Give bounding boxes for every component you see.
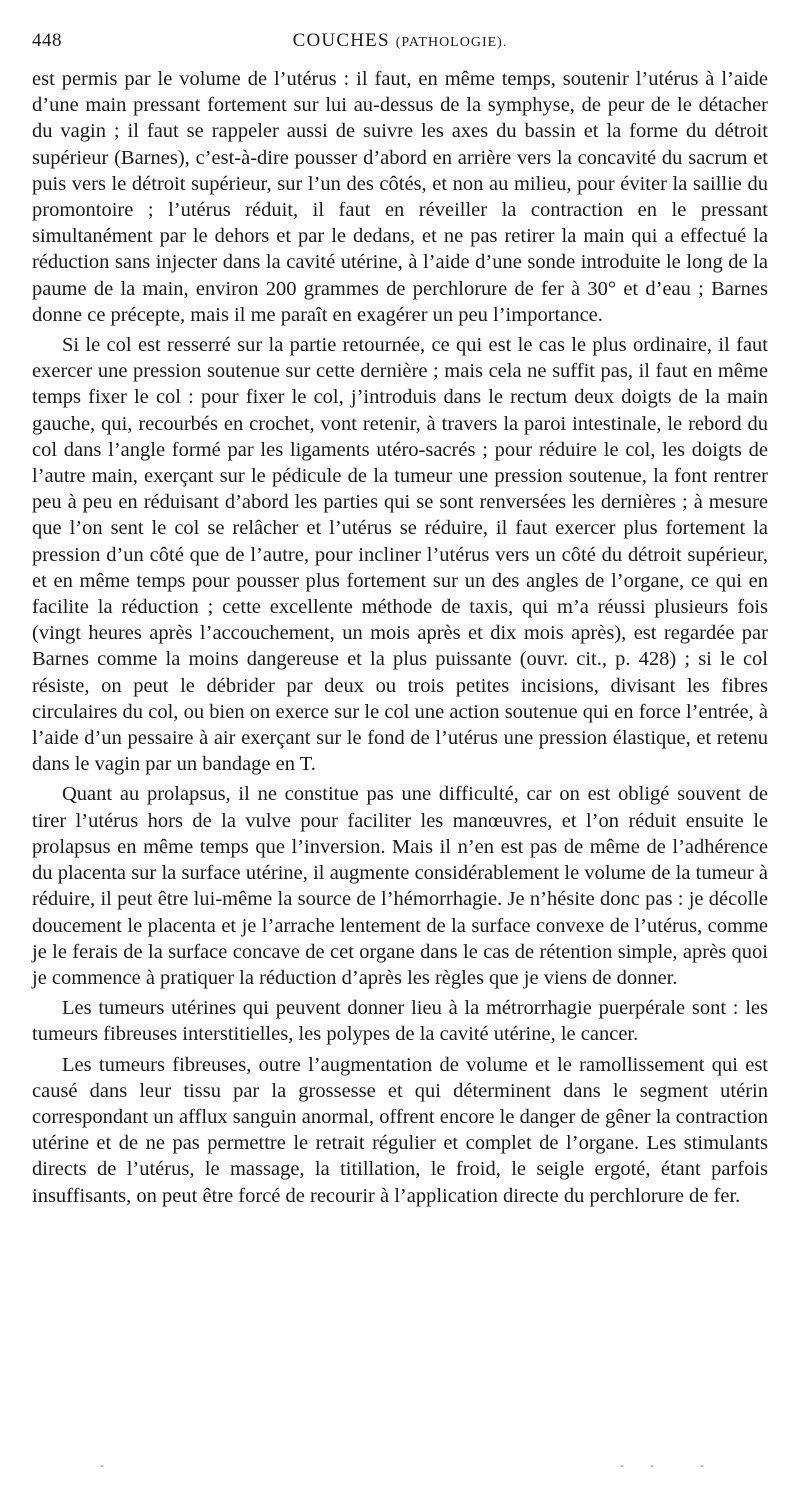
paragraph-3: Quant au prolapsus, il ne constitue pas une difficulté, car on est obligé souvent de tirer l’utérus hors de la vulve pour faciliter les manœuvres, et l’on réduit ensuite le prolapsus en même temps que l’inversion. Mais il n’en est pas de même de l’adhérence du placenta sur la surface utérine, il augmente considérablement le volume de la tumeur à réduire, il peut être lui-même la source de l’hémorrhagie. Je n’hésite donc pas : je décolle doucement le placenta et je l’arrache lentement de la surface convexe de l’utérus, comme je le ferais de la surface concave de cet organe dans le cas de rétention simple, après quoi je commence à pratiquer la réduction d’après les règles que je viens de donner. [32,783,768,989]
page-number: 448 [32,30,62,51]
body-text [32,66,768,1213]
print-speck: - [100,1458,104,1472]
running-title-main: COUCHES [292,30,390,51]
print-speck: - [650,1458,654,1472]
page-header [32,30,768,58]
paragraph-4: Les tumeurs utérines qui peuvent donner lieu à la métrorrhagie puerpérale sont : les tumeurs fibreuses interstitielles, les polypes de la cavité utérine, le cancer. [32,997,768,1046]
paragraph-2: Si le col est resserré sur la partie retournée, ce qui est le cas le plus ordinaire, il faut exercer une pression soutenue sur cette dernière ; mais cela ne suffit pas, il faut en même temps fixer le col : pour fixer le col, j’introduis dans le rectum deux doigts de la main gauche, qui, recourbés en crochet, vont retenir, à travers la paroi intestinale, le rebord du col dans l’angle formé par les ligaments utéro-sacrés ; pour réduire le col, les doigts de l’autre main, exerçant sur le pédicule de la tumeur une pression soutenue, la font rentrer peu à peu en réduisant d’abord les parties qui se sont renversées les dernières ; à mesure que l’on sent le col se relâcher et l’utérus se réduire, il faut exercer plus fortement la pression d’un côté que de l’autre, pour incliner l’utérus vers un côté du détroit supérieur, et en même temps pour pousser plus fortement sur un des angles de l’organe, ce qui en facilite la réduction ; cette excellente méthode de taxis, qui m’a réussi plusieurs fois (vingt heures après l’accouchement, un mois après et dix mois après), est regardée par Barnes comme la moins dangereuse et la plus puissante (ouvr. cit., p. 428) ; si le col résiste, on peut le débrider par deux ou trois petites incisions, divisant les fibres circulaires du col, ou bien on exerce sur le col une action soutenue qui en force l’entrée, à l’aide d’un pessaire à air exerçant sur le fond de l’utérus une pression élastique, et retenu dans le vagin par un bandage en T. [32,334,768,776]
paragraph-5: Les tumeurs fibreuses, outre l’augmentation de volume et le ramollissement qui est causé dans leur tissu par la grossesse et qui déterminent dans le segment utérin correspondant un afflux sanguin anormal, offrent encore le danger de gêner la contraction utérine et de ne pas permettre le retrait régulier et complet de l’organe. Les stimulants directs de l’utérus, le massage, la titillation, le froid, le seigle ergoté, étant parfois insuffisants, on peut être forcé de recourir à l’application directe du perchlorure de fer. [32,1053,768,1207]
print-speck: - [620,1458,624,1472]
print-speck: - [700,1458,704,1472]
running-title [32,30,768,52]
running-title-sub: (PATHOLOGIE). [395,35,508,50]
paragraph-1: est permis par le volume de l’utérus : il faut, en même temps, soutenir l’utérus à l’aide d’une main pressant fortement sur lui au-dessus de la symphyse, de peur de le détacher du vagin ; il faut se rappeler aussi de suivre les axes du bassin et la forme du détroit supérieur (Barnes), c’est-à-dire pousser d’abord en arrière vers la concavité du sacrum et puis vers le détroit supérieur, sur l’un des côtés, et non au milieu, pour éviter la saillie du promontoire ; l’utérus réduit, il faut en réveiller la contraction en le pressant simultanément par le dehors et par le dedans, et ne pas retirer la main qui a effectué la réduction sans injecter dans la cavité utérine, à l’aide d’une sonde introduite le long de la paume de la main, environ 200 grammes de perchlorure de fer à 30° et d’eau ; Barnes donne ce précepte, mais il me paraît en exagérer un peu l’importance. [32,68,768,326]
